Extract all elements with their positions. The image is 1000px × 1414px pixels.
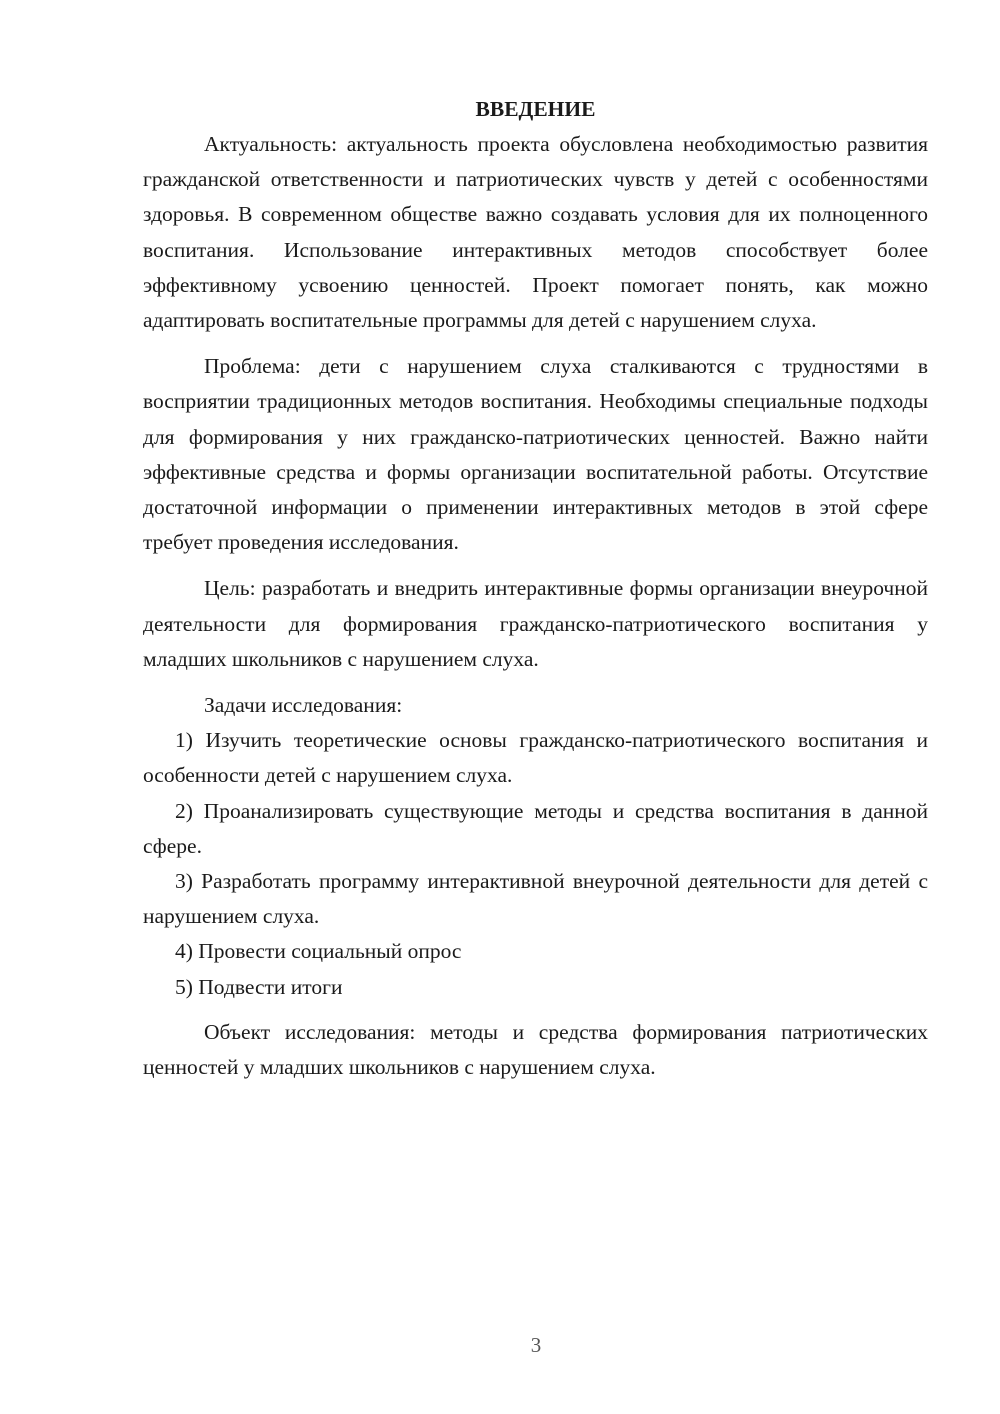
list-item: 5) Подвести итоги — [175, 974, 343, 999]
document-page — [143, 92, 928, 1085]
tasks-heading: Задачи исследования: — [204, 693, 403, 718]
paragraph-relevance: Актуальность: актуальность проекта обусловлена необходимостью развития гражданской ответственности и патриотических чувств у детей с особенностями здоровья. В современном обществе важно создавать условия для их полноценного воспитания. Использование интерактивных методов способствует более эффективному усвоению ценностей. Проект помогает понять, как можно адаптировать воспитательные программы для детей с нарушением слуха. — [143, 132, 928, 333]
paragraph-problem: Проблема: дети с нарушением слуха сталкиваются с трудностями в восприятии традиционных методов воспитания. Необходимы специальные подходы для формирования у них гражданско-патриотических ценностей. Важно найти эффективные средства и формы организации воспитательной работы. Отсутствие достаточной информации о применении интерактивных методов в этой сфере требует проведения исследования. — [143, 354, 928, 555]
section-title: ВВЕДЕНИЕ — [475, 97, 596, 121]
paragraph-object: Объект исследования: методы и средства формирования патриотических ценностей у младших школьников с нарушением слуха. — [143, 1019, 928, 1080]
tasks-list — [143, 723, 928, 1005]
list-item: 1) Изучить теоретические основы гражданско-патриотического воспитания и особенности детей с нарушением слуха. — [143, 728, 928, 788]
list-item: 3) Разработать программу интерактивной внеурочной деятельности для детей с нарушением слуха. — [143, 869, 928, 929]
list-item: 2) Проанализировать существующие методы и средства воспитания в данной сфере. — [143, 798, 928, 858]
list-item: 4) Провести социальный опрос — [175, 939, 462, 964]
paragraph-goal: Цель: разработать и внедрить интерактивные формы организации внеурочной деятельности для формирования гражданско-патриотического воспитания у младших школьников с нарушением слуха. — [143, 576, 928, 671]
page-number: 3 — [530, 1333, 542, 1357]
